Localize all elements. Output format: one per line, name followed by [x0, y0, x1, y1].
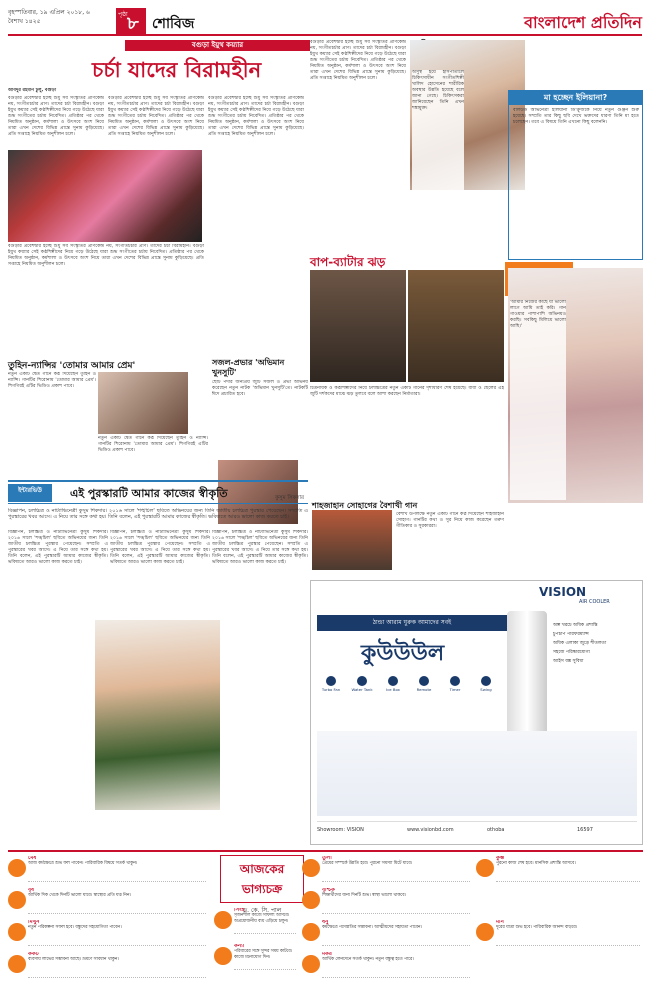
ad-web[interactable]: www.visionbd.com	[407, 827, 454, 833]
sign-text: প্রেমের সম্পর্কে উন্নতি হবে। পুরনো সমস্যা মিটে যাবে।	[322, 861, 413, 867]
interview-headline: এই পুরস্কারটি আমার কাজের স্বীকৃতি	[70, 487, 228, 500]
actor-photo-1	[310, 270, 406, 382]
sajal-body: ছোট পর্দার জনপ্রিয় জুটি সজল ও প্রভা অভিনয় করেছেন নতুন নাটক 'অভিমান খুনসুটি'তে। নাটকটি ঈদে প্রচারিত হবে।	[212, 380, 308, 397]
timer-icon	[450, 676, 460, 686]
ad-bullet-list	[553, 621, 641, 666]
horoscope-author: ড. কে. সি. পাল	[242, 907, 282, 914]
interview-intro: বিজ্ঞাপন, চলচ্চিত্র ও নাট্যাভিনেত্রী কুসুম শিকদার। ২০১৬ সালে 'শঙ্খচিল' ছবিতে অভিনয়ের জন্য তিনি জাতীয় চলচ্চিত্র পুরস্কার পেয়েছেন। সম্প্রতি এ পুরস্কারের খবর আসে। এ নিয়ে তার সঙ্গে কথা হয়। তিনি বলেন, এই পুরস্কারটি আমার কাজের স্বীকৃতি। ভবিষ্যতে আরও ভালো কাজ করতে চাই।	[8, 508, 308, 520]
lead-body-bottom: বগুড়ার প্রবেশদ্বার হচ্ছে শুধু সব সংস্কৃতির প্রাণকেন্দ্র নয়, সংগীতচর্চার প্রাণ। তাদের চর্চা বিরামহীন। বগুড়া ইয়ুথ কয়্যার সেই কণ্ঠশিল্পীদের নিয়ে গড়ে উঠেছে যারা শুদ্ধ সংগীতের চর্চায় নিবেদিত। প্রতিষ্ঠার পর থেকে নিয়মিত অনুষ্ঠান, কর্মশালা ও উৎসবে অংশ নিয়ে তারা এখন দেশের বিভিন্ন প্রান্তে সুনাম কুড়িয়েছে। প্রতি সপ্তাহে নিয়মিত অনুশীলন চলে।	[8, 244, 204, 267]
swing-icon	[481, 676, 491, 686]
lead-body-col4: বগুড়ার প্রবেশদ্বার হচ্ছে শুধু সব সংস্কৃতির প্রাণকেন্দ্র নয়, সংগীতচর্চার প্রাণ। তাদের চর্চা বিরামহীন। বগুড়া ইয়ুথ কয়্যার সেই কণ্ঠশিল্পীদের নিয়ে গড়ে উঠেছে যারা শুদ্ধ সংগীতের চর্চায় নিবেদিত। প্রতিষ্ঠার পর থেকে নিয়মিত অনুষ্ঠান, কর্মশালা ও উৎসবে অংশ নিয়ে তারা এখন দেশের বিভিন্ন প্রান্তে সুনাম কুড়িয়েছে। প্রতি সপ্তাহে নিয়মিত অনুশীলন চলে।	[310, 40, 406, 81]
feature-label: Swing	[480, 687, 492, 692]
sign-text: শিক্ষার্থীদের জন্য দিনটি শুভ। স্বাস্থ্য ভালো থাকবে।	[322, 893, 407, 899]
remote-icon	[419, 676, 429, 686]
sign-name: কুম্ভ	[496, 856, 505, 861]
horoscope-sign	[234, 908, 296, 934]
feature-ice	[379, 676, 407, 696]
sign-name: মেষ	[28, 856, 37, 861]
sign-name: কন্যা	[234, 944, 245, 949]
ad-footer	[317, 821, 637, 839]
ad-features	[317, 676, 507, 696]
feature-tank	[348, 676, 376, 696]
interview-banner	[8, 480, 308, 504]
horoscope-sign	[28, 888, 206, 914]
tuhin-body: নতুন একটি দ্বৈত গানে কণ্ঠ দিয়েছেন তুহিন ও ন্যান্সি। গানটির শিরোনাম 'তোমার আমার প্রেম'। শিগগিরই এটির ভিডিও প্রকাশ পাবে।	[8, 372, 96, 389]
ileana-body: বলিউড অভিনেত্রী ইলিয়ানা ডি'ক্রুজকে নিয়ে নতুন গুঞ্জন শুরু হয়েছে। সম্প্রতি তার কিছু ছবি দেখে ভক্তদের ধারণা তিনি মা হতে চলেছেন। তবে এ বিষয়ে তিনি এখনো কিছু বলেননি।	[513, 108, 639, 125]
ad-bullet: আইস বক্স সুবিধা	[553, 659, 584, 664]
zodiac-icon	[302, 955, 320, 973]
interview-tag-label: ইন্টারভিউ	[18, 487, 42, 494]
ileana-headline: মা হচ্ছেন ইলিয়ানা?	[509, 91, 642, 105]
horoscope-sign	[28, 856, 206, 882]
ad-showroom: Showroom: VISION	[317, 827, 364, 833]
interview-byline: কুসুম সিকদার	[275, 495, 304, 501]
choir-photo	[8, 150, 202, 242]
horoscope-sign	[28, 952, 206, 978]
interview-col1: বিজ্ঞাপন, চলচ্চিত্র ও নাট্যাভিনেত্রী কুসুম শিকদার। ২০১৬ সালে 'শঙ্খচিল' ছবিতে অভিনয়ের জন্য তিনি জাতীয় চলচ্চিত্র পুরস্কার পেয়েছেন। সম্প্রতি এ পুরস্কারের খবর আসে। এ নিয়ে তার সঙ্গে কথা হয়। তিনি বলেন, এই পুরস্কারটি আমার কাজের স্বীকৃতি। ভবিষ্যতে আরও ভালো কাজ করতে চাই।	[8, 530, 108, 565]
ad-hotline: 16597	[577, 827, 593, 833]
ad-bullet: সহজে পরিষ্কারযোগ্য	[553, 650, 590, 655]
sign-text: পুরনো কাজ শেষ হবে। মানসিক প্রশান্তি আসবে।	[496, 861, 576, 867]
sign-name: বৃষ	[28, 888, 35, 893]
zodiac-icon	[8, 891, 26, 909]
section-title: শোবিজ	[152, 16, 195, 32]
feature-timer	[441, 676, 469, 696]
shahjahan-headline: শাহজাহান সোহাগের বৈশাখী গান	[312, 501, 418, 510]
page-number-box	[116, 8, 146, 34]
fan-icon	[326, 676, 336, 686]
sign-name: মিথুন	[28, 920, 40, 925]
actor-photo-2	[408, 270, 504, 382]
horoscope-sign	[496, 920, 640, 946]
interview-tag	[8, 484, 52, 502]
feature-remote	[410, 676, 438, 696]
feature-label: Timer	[449, 687, 461, 692]
sign-name: ধনু	[322, 920, 329, 925]
ice-icon	[388, 676, 398, 686]
horoscope-sign	[28, 920, 206, 946]
zodiac-icon	[476, 923, 494, 941]
sign-name: কর্কট	[28, 952, 39, 957]
horoscope-sign	[322, 920, 470, 946]
anaram-body: 'আমার নিজের কাছে যা ভালো লাগে আমি তাই করি। গান গাওয়ার পাশাপাশি অভিনয়ও করছি। সবকিছু মিলিয়ে ভালো আছি।'	[510, 300, 566, 500]
bappa-body: চিত্রনায়ক ও কণ্ঠশিল্পীদের নিয়ে চলচ্চিত্রের নতুন একটি গানের দৃশ্যধারণ শেষ হয়েছে। বাবা ও ছেলের এই জুটি দর্শকদের মাঝে ঝড় তুলবে বলে আশা করছেন নির্মাতারা।	[310, 386, 504, 397]
ad-big-text: কুউউউল	[361, 641, 445, 666]
zodiac-icon	[476, 859, 494, 877]
sign-text: নতুন পরিকল্পনা সফল হবে। বন্ধুদের সহযোগিতা পাবেন।	[28, 925, 122, 931]
lead-headline: চর্চা যাদের বিরামহীন	[92, 58, 262, 82]
zodiac-icon	[214, 947, 232, 965]
ad-product-row	[317, 731, 637, 816]
ad-bullet: চুপচাপ পারফরম্যান্স	[553, 632, 589, 637]
sign-name: মীন	[496, 920, 504, 925]
vision-sub: AIR COOLER	[579, 599, 610, 605]
water-icon	[357, 676, 367, 686]
horoscope-sign	[234, 944, 296, 970]
interview-col3: বিজ্ঞাপন, চলচ্চিত্র ও নাট্যাভিনেত্রী কুসুম শিকদার। ২০১৬ সালে 'শঙ্খচিল' ছবিতে অভিনয়ের জন্য তিনি জাতীয় চলচ্চিত্র পুরস্কার পেয়েছেন। সম্প্রতি এ পুরস্কারের খবর আসে। এ নিয়ে তার সঙ্গে কথা হয়। তিনি বলেন, এই পুরস্কারটি আমার কাজের স্বীকৃতি। ভবিষ্যতে আরও ভালো কাজ করতে চাই।	[212, 530, 308, 565]
lead-kicker: বগুড়া ইয়ুথ কয়্যার	[125, 40, 310, 51]
page-header	[8, 6, 642, 36]
sign-text: সৃজনশীল কাজে সাফল্য আসবে। অপ্রয়োজনীয় ব্যয় এড়িয়ে চলুন।	[234, 913, 290, 924]
zodiac-icon	[8, 859, 26, 877]
horoscope-sign	[496, 856, 640, 882]
ad-bullet: অধিক এলাকা জুড়ে শীতলতা	[553, 641, 607, 646]
ad-partner: othoba	[487, 827, 505, 833]
bappa-headline: বাপ-ব্যাটার ঝড়	[310, 255, 386, 269]
lead-byline: আবদুর রহমান টুলু, বগুড়া	[8, 88, 57, 93]
sign-text: আর্থিক লেনদেনে সতর্ক থাকুন। নতুন বন্ধুত্ব হতে পারে।	[322, 957, 414, 963]
ileana-box	[508, 90, 643, 260]
feature-label: Ice Box	[386, 687, 400, 692]
sign-text: কর্মক্ষেত্রে পদোন্নতির সম্ভাবনা। আত্মীয়দের সহায়তা পাবেন।	[322, 925, 422, 931]
ad-tagline: ঠান্ডা আরাম ঘুরুক আমাদের সবই	[317, 615, 507, 631]
horoscope-sign	[322, 952, 470, 978]
sign-text: আজ কর্মক্ষেত্রে শুভ ফল পাবেন। পারিবারিক বিষয়ে সতর্ক থাকুন।	[28, 861, 138, 867]
sign-text: দূরের যাত্রা শুভ হবে। পারিবারিক আনন্দ বাড়বে।	[496, 925, 578, 931]
sajal-headline: সজল-প্রভার 'অভিমান খুনসুটি'	[212, 358, 285, 377]
zodiac-icon	[8, 955, 26, 973]
sign-name: তুলা	[322, 856, 332, 861]
ad-bullet: অল্প খরচে অধিক প্রশান্তি	[553, 623, 598, 628]
sign-text: আর্থিক দিক থেকে দিনটি ভালো যাবে। স্বাস্থ্যের প্রতি যত্ন নিন।	[28, 893, 131, 899]
zodiac-icon	[302, 859, 320, 877]
sign-text: ব্যবসায় লাভের সম্ভাবনা আছে। ভ্রমণে সাবধান থাকুন।	[28, 957, 119, 963]
horoscope-sign	[322, 888, 470, 914]
interview-col2: বিজ্ঞাপন, চলচ্চিত্র ও নাট্যাভিনেত্রী কুসুম শিকদার। ২০১৬ সালে 'শঙ্খচিল' ছবিতে অভিনয়ের জন্য তিনি জাতীয় চলচ্চিত্র পুরস্কার পেয়েছেন। সম্প্রতি এ পুরস্কারের খবর আসে। এ নিয়ে তার সঙ্গে কথা হয়। তিনি বলেন, এই পুরস্কারটি আমার কাজের স্বীকৃতি। ভবিষ্যতে আরও ভালো কাজ করতে চাই।	[110, 530, 210, 565]
lead-body-col3: বগুড়ার প্রবেশদ্বার হচ্ছে শুধু সব সংস্কৃতির প্রাণকেন্দ্র নয়, সংগীতচর্চার প্রাণ। তাদের চর্চা বিরামহীন। বগুড়া ইয়ুথ কয়্যার সেই কণ্ঠশিল্পীদের নিয়ে গড়ে উঠেছে যারা শুদ্ধ সংগীতের চর্চায় নিবেদিত। প্রতিষ্ঠার পর থেকে নিয়মিত অনুষ্ঠান, কর্মশালা ও উৎসবে অংশ নিয়ে তারা এখন দেশের বিভিন্ন প্রান্তে সুনাম কুড়িয়েছে। প্রতি সপ্তাহে নিয়মিত অনুশীলন চলে।	[208, 96, 304, 137]
sign-name: বৃশ্চিক	[322, 888, 335, 893]
khalid-body: অসুস্থ হয়ে হাসপাতালে চিকিৎসাধীন সংগীতশিল্পী খালিদ হোসেনের শারীরিক অবস্থার উন্নতি হয়েছে বলে জানা গেছে। চিকিৎসকরা জানিয়েছেন তিনি এখন শঙ্কামুক্ত।	[412, 70, 464, 266]
zodiac-icon	[8, 923, 26, 941]
zodiac-icon	[214, 911, 232, 929]
sign-name: সিংহ	[234, 908, 245, 913]
singer-photo	[98, 372, 188, 434]
feature-swing	[472, 676, 500, 696]
lead-body-col1: বগুড়ার প্রবেশদ্বার হচ্ছে শুধু সব সংস্কৃতির প্রাণকেন্দ্র নয়, সংগীতচর্চার প্রাণ। তাদের চর্চা বিরামহীন। বগুড়া ইয়ুথ কয়্যার সেই কণ্ঠশিল্পীদের নিয়ে গড়ে উঠেছে যারা শুদ্ধ সংগীতের চর্চায় নিবেদিত। প্রতিষ্ঠার পর থেকে নিয়মিত অনুষ্ঠান, কর্মশালা ও উৎসবে অংশ নিয়ে তারা এখন দেশের বিভিন্ন প্রান্তে সুনাম কুড়িয়েছে। প্রতি সপ্তাহে নিয়মিত অনুশীলন চলে।	[8, 96, 104, 137]
vision-ad[interactable]	[310, 580, 643, 845]
page-word: পৃষ্ঠা	[118, 11, 128, 18]
tuhin-body-2: নতুন একটি দ্বৈত গানে কণ্ঠ দিয়েছেন তুহিন ও ন্যান্সি। গানটির শিরোনাম 'তোমার আমার প্রেম'। শিগগিরই এটির ভিডিও প্রকাশ পাবে।	[98, 436, 208, 453]
singer-photo-2	[312, 510, 392, 570]
zodiac-icon	[302, 923, 320, 941]
feature-label: Turbo Fan	[321, 687, 341, 692]
feature-label: Remote	[416, 687, 432, 692]
newspaper-logo: বাংলাদেশ প্রতিদিন	[524, 13, 642, 32]
vision-logo: VISION	[539, 585, 587, 599]
horoscope-sign	[322, 856, 470, 882]
horoscope-title: আজকের ভাগ্যচক্র	[239, 862, 285, 896]
sign-name: মকর	[322, 952, 332, 957]
feature-label: Water Tank	[351, 687, 373, 692]
feature-turbo	[317, 676, 345, 696]
kusum-photo	[95, 620, 220, 810]
shahjahan-body: বৈশাখ উপলক্ষে নতুন একটি গানে কণ্ঠ দিয়েছেন শাহজাহান সোহাগ। গানটির কথা ও সুর নিয়ে কাজ করেছেন তরুণ গীতিকার ও সুরকাররা।	[396, 512, 504, 529]
tuhin-headline: তুহিন-ন্যান্সির 'তোমার আমার প্রেম'	[8, 361, 136, 371]
issue-date: বৃহস্পতিবার, ১৯ এপ্রিল ২০১৮, ৬ বৈশাখ ১৪২৫	[8, 9, 90, 25]
zodiac-icon	[302, 891, 320, 909]
page-number: ৮	[127, 13, 139, 34]
sign-text: পরিবারের সঙ্গে সুন্দর সময় কাটবে। কাজে মনোযোগ দিন।	[234, 949, 293, 960]
lead-body-col2: বগুড়ার প্রবেশদ্বার হচ্ছে শুধু সব সংস্কৃতির প্রাণকেন্দ্র নয়, সংগীতচর্চার প্রাণ। তাদের চর্চা বিরামহীন। বগুড়া ইয়ুথ কয়্যার সেই কণ্ঠশিল্পীদের নিয়ে গড়ে উঠেছে যারা শুদ্ধ সংগীতের চর্চায় নিবেদিত। প্রতিষ্ঠার পর থেকে নিয়মিত অনুষ্ঠান, কর্মশালা ও উৎসবে অংশ নিয়ে তারা এখন দেশের বিভিন্ন প্রান্তে সুনাম কুড়িয়েছে। প্রতি সপ্তাহে নিয়মিত অনুশীলন চলে।	[108, 96, 204, 137]
